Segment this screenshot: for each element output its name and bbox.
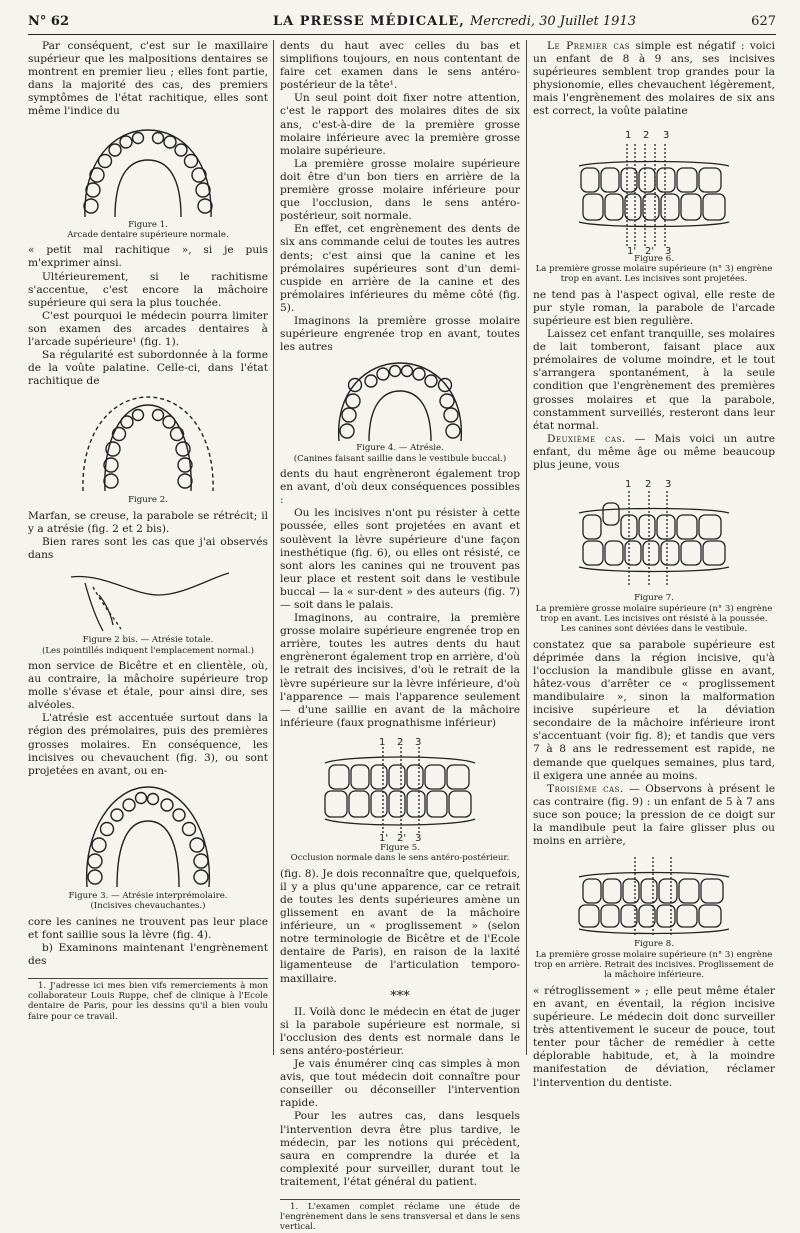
paragraph: « rétroglissement » ; elle peut même étaler en avant, en éventail, la région incisive supérieure. Le médecin doit donc surveiller très attentivement le suceur de pouce, tout tenter pour tâcher de remédier à cette déplorable habitude, et, à la moindre manifestation de déviation, réclamer l'intervention du dentiste. (533, 984, 775, 1089)
figure-4 (280, 357, 520, 464)
column-rule (526, 40, 527, 1055)
paragraph: constatez que sa parabole supérieure est déprimée dans la région incisive, qu'à l'occlusion la mandibule glisse en avant, hâtez-vous d'arrêter ce « proglissement mandibulaire », sinon la malformation incisive supérieure et la déviation secondaire de la mâchoire inférieure iront s'accentuant (voir fig. 8); et tandis que vers 7 à 8 ans le redressement est rapide, ne demande que quelques semaines, plus tard, il exigera une année au moins. (533, 638, 775, 782)
figure-caption: (Canines faisant saillie dans le vestibule buccal.) (293, 453, 507, 464)
figure-8 (533, 851, 775, 981)
tooth-mark: 1 (379, 736, 386, 748)
paragraph: dents du haut engrèneront également trop en avant, d'où deux conséquences possibles : (280, 468, 520, 507)
tooth-mark: 2 (645, 479, 652, 491)
figure-caption: Figure 5. (380, 842, 420, 853)
footnote (28, 978, 268, 1022)
column-2 (280, 40, 520, 1233)
paragraph: core les canines ne trouvent pas leur place et font saillie sous la lèvre (fig. 4). (28, 915, 268, 941)
paragraph: « petit mal rachitique », si je puis m'exprimer ainsi. (28, 244, 268, 270)
dental-arch-drawing (73, 122, 223, 220)
paragraph: Ultérieurement, si le rachitisme s'accentue, c'est encore la mâchoire supérieure qui sera la plus touchée. (28, 270, 268, 309)
column-1 (28, 40, 268, 1022)
issue-date: Mercredi, 30 Juillet 1913 (469, 14, 636, 29)
column-3 (533, 40, 775, 1090)
case-heading: Troisième cas. (547, 782, 624, 795)
tooth-mark: 2 (397, 736, 404, 748)
paragraph: C'est pourquoi le médecin pourra limiter son examen des arcades dentaires à l'arcade supérieure¹ (fig. 1). (28, 309, 268, 349)
tooth-mark: 1 (625, 129, 632, 141)
paragraph: II. Voilà donc le médecin en état de juger si la parabole supérieure est normale, si l'occlusion des dents est normale dans le sens antéro-postérieur. (280, 1005, 520, 1057)
figure-caption: Arcade dentaire supérieure normale. (67, 229, 229, 240)
tooth-mark: 1' (627, 245, 637, 254)
tooth-mark: 1' (379, 832, 389, 843)
paragraph: La première grosse molaire supérieure doit être d'un bon tiers en arrière de la première grosse molaire inférieure pour que l'occlusion, dans le sens antéro-postérieur, soit normale. (280, 157, 520, 223)
tooth-mark: 3 (665, 245, 672, 254)
figure-2 (28, 391, 268, 505)
normal-occlusion-drawing (315, 733, 485, 843)
paragraph: b) Examinons maintenant l'engrènement des (28, 941, 268, 967)
figure-caption: La première grosse molaire supérieure (n° 3) engrène trop en avant. Les incisives ont résisté à la poussée. Les canines sont déviées dans le vestibule. (535, 603, 773, 635)
paragraph: Troisième cas. — Observons à présent le cas contraire (fig. 9) : un enfant de 5 à 7 ans suce son pouce; la pression de ce doigt sur la mandibule peut la faire glisser plus ou moins en arrière, (533, 782, 775, 848)
footnote (280, 1199, 520, 1233)
figure-caption: Figure 2. (128, 495, 168, 506)
paragraph: Sa régularité est subordonnée à la forme de la voûte palatine. Celle-ci, dans l'état rachitique de (28, 349, 268, 388)
backward-molar-drawing (569, 851, 739, 939)
paragraph: Marfan, se creuse, la parabole se rétrécit; il y a atrésie (fig. 2 et 2 bis). (28, 509, 268, 535)
forward-molar-drawing (569, 122, 739, 254)
case-heading: Le Premier cas (547, 40, 631, 52)
paragraph: Ou les incisives n'ont pu résister à cette poussée, elles sont projetées en avant et soulèvent la lèvre supérieure d'une façon inesthétique (fig. 6), ou elles ont résisté, ce sont alors les canines qui ne trouvent pas leur place et restent soit dans le vestibule buccal — la « sur-dent » des auteurs (fig. 7) — soit dans le palais. (280, 507, 520, 611)
figure-6 (533, 122, 775, 285)
tooth-mark: 2 (643, 129, 650, 141)
page-number: 627 (751, 14, 776, 29)
figure-caption: Figure 4. — Atrésie. (356, 443, 444, 454)
figure-caption: Figure 7. (634, 593, 674, 604)
dental-arch-atresia-drawing (73, 391, 223, 495)
figure-caption: Figure 6. (634, 253, 674, 264)
paragraph: Le Premier cas simple est négatif : voici un enfant de 8 à 9 ans, ses incisives supérieures semblent trop grandes pour la physionomie, elles chevauchent légèrement, mais l'engrènement des molaires de six ans est correct, la voûte palatine (533, 40, 775, 118)
figure-caption: (Incisives chevauchantes.) (90, 901, 206, 912)
paragraph: Par conséquent, c'est sur le maxillaire supérieur que les malpositions dentaires se montrent en premier lieu ; elles font partie, dans la majorité des cas, des premiers symptômes de l'état rachitique, elles sont même l'indice du (28, 40, 268, 118)
paragraph: (fig. 8). Je dois reconnaître que, quelquefois, il y a plus qu'une apparence, car ce retrait de toutes les dents supérieures amène un glissement en avant de la mâchoire inférieure, un « proglissement » (selon notre terminologie de Bicêtre et de l'Ecole dentaire de Paris), en raison de la laxité ligamenteuse de l'articulation temporo-maxillaire. (280, 867, 520, 985)
figure-caption: Figure 3. — Atrésie interprémolaire. (68, 890, 228, 901)
paragraph: Je vais énumérer cinq cas simples à mon avis, que tout médecin doit connaître pour conseiller ou déconseiller l'intervention rapide. (280, 1058, 520, 1110)
figure-caption: Figure 2 bis. — Atrésie totale. (82, 635, 214, 646)
overlapping-incisors-drawing (73, 781, 223, 891)
tooth-mark: 3 (663, 129, 670, 141)
figure-caption: Figure 1. (128, 219, 168, 230)
section-separator: *** (390, 988, 410, 1004)
tooth-mark: 2' (397, 832, 407, 843)
column-rule (273, 40, 274, 1055)
paragraph: dents du haut avec celles du bas et simplifions toujours, en nous contentant de faire cet examen dans le sens antéro-postérieur de la tête¹. (280, 40, 520, 92)
tooth-mark: 3 (665, 479, 672, 491)
paragraph: Bien rares sont les cas que j'ai observés dans (28, 536, 268, 562)
paragraph: En effet, cet engrènement des dents de six ans commande celui de toutes les autres dents; c'est ainsi que la canine et les prémolaires supérieures sont d'un demi-cuspide en arrière de la canine et des prémolaires inférieures du même côté (fig. 5). (280, 223, 520, 314)
tooth-mark: 3 (415, 736, 422, 748)
tooth-mark: 2' (645, 245, 655, 254)
figure-caption: Occlusion normale dans le sens antéro-postérieur. (290, 853, 510, 864)
figure-caption: La première grosse molaire supérieure (n° 3) engrène trop en arrière. Retrait des incisives. Proglissement de la mâchoire inférieure. (534, 949, 774, 981)
page-header (28, 12, 776, 35)
paragraph: Pour les autres cas, dans lesquels l'intervention devra être plus tardive, le médecin, par les notions qui précèdent, saura en comprendre la durée et la complexité pour surveiller, durant tout le traitement, l'état général du patient. (280, 1110, 520, 1188)
figure-caption: (Les pointillés indiquent l'emplacement normal.) (41, 645, 255, 656)
paragraph: mon service de Bicêtre et en clientèle, où, au contraire, la mâchoire supérieure trop molle s'évase et étale, pour ainsi dire, ses alvéoles. (28, 660, 268, 712)
footnote-text: 1. J'adresse ici mes bien vifs remerciements à mon collaborateur Louis Ruppe, chef de clinique à l'Ecole dentaire de Paris, pour les dessins qu'il a bien voulu faire pour ce travail. (28, 981, 268, 1022)
figure-caption: La première grosse molaire supérieure (n° 3) engrène trop en avant. Les incisives sont projetées. (535, 263, 773, 285)
case-heading: Deuxième cas. (547, 432, 626, 445)
figure-7 (533, 475, 775, 635)
journal-title: LA PRESSE MÉDICALE, Mercredi, 30 Juillet 1913 (273, 14, 636, 29)
issue-number: N° 62 (28, 14, 69, 29)
paragraph: ne tend pas à l'aspect ogival, elle reste de pur style roman, la parabole de l'arcade supérieure est bien regulière. (533, 288, 775, 327)
paragraph: Imaginons la première grosse molaire supérieure engrenée trop en avant, toutes les autres (280, 314, 520, 354)
displaced-canines-drawing (569, 475, 739, 593)
tooth-mark: 1 (625, 479, 632, 491)
figure-2-bis (28, 565, 268, 656)
figure-3 (28, 781, 268, 912)
tooth-mark: 3 (415, 832, 422, 843)
paragraph: Laissez cet enfant tranquille, ses molaires de lait tomberont, faisant place aux prémolaires de volume moindre, et le tout s'arrangera spontanément, à la seule condition que l'engrènement des premières grosses molaires et que la parabole, constamment surveillés, resteront dans leur état normal. (533, 328, 775, 432)
figure-5 (280, 733, 520, 864)
paragraph: Deuxième cas. — Mais voici un autre enfant, du même âge ou même beaucoup plus jeune, vous (533, 432, 775, 471)
paragraph: L'atrésie est accentuée surtout dans la région des prémolaires, puis des premières grosses molaires. En conséquence, les incisives ou chevauchent (fig. 3), ou sont projetées en avant, ou en- (28, 712, 268, 777)
figure-1 (28, 122, 268, 241)
projecting-canines-drawing (325, 357, 475, 443)
paragraph: Un seul point doit fixer notre attention, c'est le rapport des molaires dites de six ans, c'est-à-dire de la première grosse molaire inférieure avec la première grosse molaire supérieure. (280, 92, 520, 157)
footnote-text: 1. L'examen complet réclame une étude de l'engrènement dans le sens transversal et dans le sens vertical. (280, 1202, 520, 1233)
figure-caption: Figure 8. (634, 939, 674, 950)
palate-profile-drawing (63, 565, 233, 635)
paragraph: Imaginons, au contraire, la première grosse molaire supérieure engrenée trop en arrière, toutes les autres dents du haut engrèneront également trop en arrière, d'où le retrait des incisives, d'où le retrait de la lèvre supérieure sur la lèvre inférieure, d'où l'apparence — mais l'apparence seulement — d'une saillie en avant de la mâchoire inférieure (faux prognathisme inférieur) (280, 612, 520, 729)
